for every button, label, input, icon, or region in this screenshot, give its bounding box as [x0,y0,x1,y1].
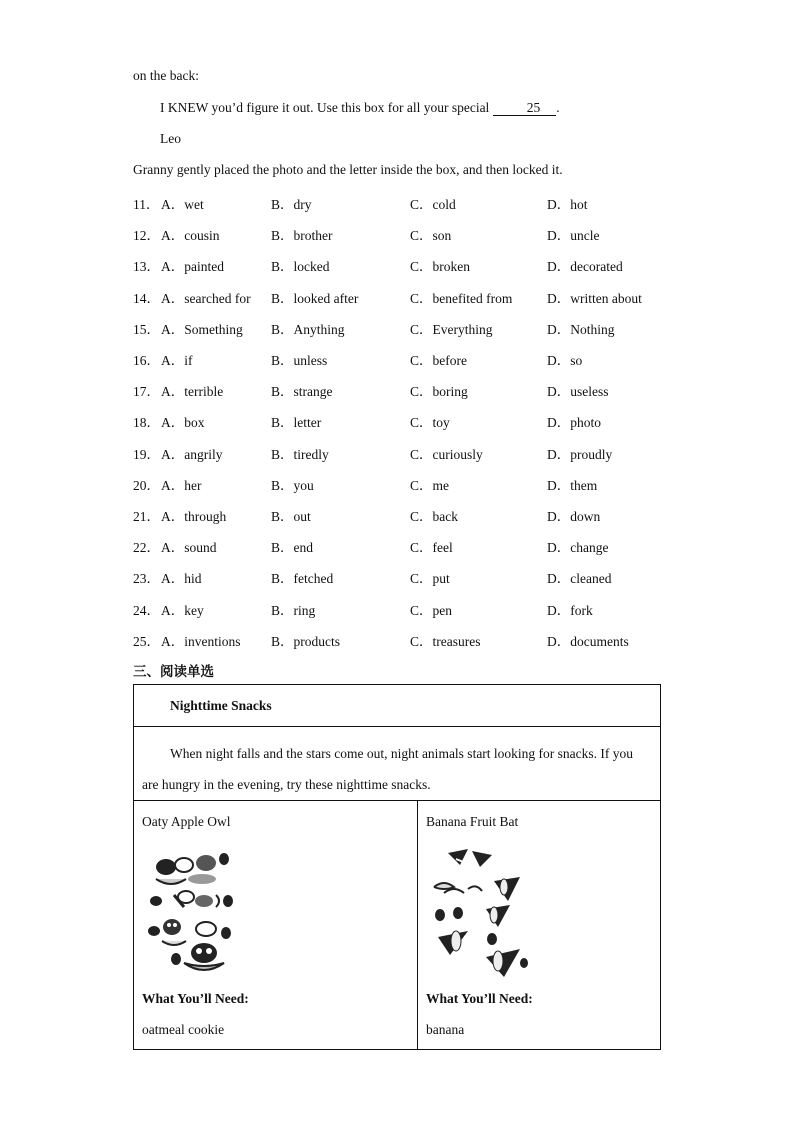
question-row [133,380,673,400]
question-number: 17． [133,384,160,400]
snack-cell-bat [418,801,661,1050]
question-row [133,255,673,275]
question-row [133,567,673,587]
passage-line-2 [160,100,560,116]
passage-line-4: Granny gently placed the photo and the letter inside the box, and then locked it. [133,162,563,177]
option-d: D．fork [547,602,593,618]
question-number: 11． [133,197,160,212]
option-d: D．decorated [547,259,623,275]
option-b: B．end [271,540,313,556]
option-d: D．documents [547,633,629,649]
option-a: A．inventions [161,633,241,649]
option-d: D．cleaned [547,571,612,587]
signature-leo: Leo [160,131,181,146]
table-intro: When night falls and the stars come out, night animals start looking for snacks. If you are hungry in the evening, try these nighttime snacks. [142,746,634,792]
question-row [133,630,673,650]
option-a: A．key [161,602,204,618]
snack-name-owl: Oaty Apple Owl [142,814,231,829]
need-label-bat: What You’ll Need: [426,991,533,1006]
option-b: B．tiredly [271,446,329,462]
question-number: 20． [133,477,160,493]
question-row [133,599,673,619]
passage-line-1: on the back: [133,68,199,83]
passage-line-2-end: . [556,100,560,115]
option-b: B．locked [271,259,330,275]
question-row [133,505,673,525]
option-a: A．through [161,509,227,524]
table-intro-cell [134,727,661,801]
option-a: A．cousin [161,228,220,244]
bat-snack-illustration [428,845,538,980]
option-d: D．written about [547,290,642,306]
option-c: C．back [410,509,458,524]
question-row [133,224,673,244]
option-d: D．hot [547,197,588,212]
option-d: D．useless [547,384,609,400]
question-row [133,349,673,369]
section-title: 三、阅读单选 [133,664,214,680]
option-c: C．cold [410,197,456,212]
blank-25: 25 [493,101,557,116]
option-d: D．them [547,477,598,493]
need-item-owl: oatmeal cookie [142,1022,225,1037]
option-b: B．out [271,509,311,524]
option-b: B．looked after [271,290,359,306]
option-b: B．letter [271,415,322,431]
question-row [133,411,673,431]
question-number: 14． [133,290,160,306]
option-d: D．so [547,353,583,368]
snack-name-bat: Banana Fruit Bat [426,814,519,829]
option-d: D．change [547,540,609,556]
snacks-table [133,684,661,1050]
option-a: A．terrible [161,384,224,400]
option-c: C．son [410,228,452,244]
question-row [133,318,673,338]
option-b: B．brother [271,228,333,244]
option-b: B．fetched [271,571,334,587]
option-c: C．treasures [410,633,481,649]
option-d: D．down [547,509,601,524]
option-a: A．hid [161,571,202,587]
question-number: 25． [133,633,160,649]
question-row [133,443,673,463]
question-number: 22． [133,540,160,556]
option-b: B．you [271,477,314,493]
question-number: 19． [133,446,160,462]
option-c: C．boring [410,384,468,400]
question-number: 23． [133,571,160,587]
question-row [133,536,673,556]
option-b: B．dry [271,197,312,212]
question-number: 12． [133,228,160,244]
option-c: C．benefited from [410,290,513,306]
option-d: D．photo [547,415,601,431]
option-a: A．her [161,477,202,493]
option-d: D．proudly [547,446,613,462]
option-a: A．Something [161,321,243,337]
question-number: 18． [133,415,160,431]
table-title: Nighttime Snacks [170,698,272,713]
question-row [133,474,673,494]
option-a: A．angrily [161,446,223,462]
option-c: C．put [410,571,450,587]
table-title-cell [134,685,661,727]
option-a: A．if [161,353,193,368]
option-b: B．strange [271,384,333,400]
option-c: C．curiously [410,446,483,462]
question-row [133,287,673,307]
question-number: 16． [133,353,160,368]
option-c: C．me [410,477,449,493]
question-number: 15． [133,321,160,337]
option-b: B．unless [271,353,328,368]
option-a: A．wet [161,197,204,212]
need-label-owl: What You’ll Need: [142,991,249,1006]
option-c: C．toy [410,415,450,431]
question-number: 24． [133,602,160,618]
option-d: D．uncle [547,228,600,244]
option-b: B．products [271,633,340,649]
need-item-bat: banana [426,1022,465,1037]
option-a: A．searched for [161,290,251,306]
passage-line-2-text: I KNEW you’d figure it out. Use this box for all your special [160,100,490,115]
option-a: A．painted [161,259,224,275]
option-c: C．before [410,353,467,368]
owl-snack-illustration [144,845,254,975]
option-c: C．pen [410,602,452,618]
question-row [133,193,673,213]
question-number: 13． [133,259,160,275]
option-b: B．ring [271,602,316,618]
option-c: C．feel [410,540,453,556]
option-c: C．Everything [410,321,493,337]
option-d: D．Nothing [547,321,615,337]
snack-cell-owl [134,801,418,1050]
option-a: A．box [161,415,205,431]
question-number: 21． [133,509,160,524]
option-b: B．Anything [271,321,345,337]
option-a: A．sound [161,540,217,556]
option-c: C．broken [410,259,470,275]
